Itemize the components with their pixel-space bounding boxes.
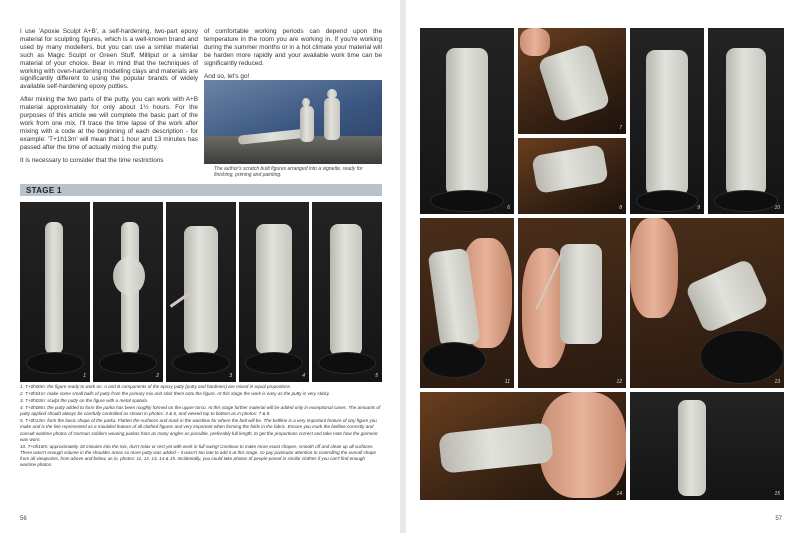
photo-number: 4 bbox=[302, 373, 305, 379]
paragraph-lets-go: And so, let's go! bbox=[204, 72, 250, 80]
step-10: 10. T+0h18m: approximately 18 minutes into the mix, don't relax or rest yet with work in full swing! Continue to make more exact shapes, smooth off and clean up all surfaces. There wasn't enough volume in the shoulder areas so more putty was added – it wasn't too late to add it at this stage, so pay particular attention to controlling the overall shape from all viewpoints, from above and below, as in, photos: 11, 12, 13, 14 & 15. Incidentally, you could take photos of people posed in similar clothes if you can't find enough wartime photos. bbox=[20, 443, 376, 468]
stage-photo-1 bbox=[20, 202, 90, 382]
photo-number: 11 bbox=[504, 379, 510, 385]
progress-photo-8 bbox=[518, 138, 626, 214]
page-number-right: 57 bbox=[775, 516, 782, 522]
text-column-2 bbox=[204, 28, 382, 85]
standing-figure-head bbox=[302, 98, 310, 107]
figure-base bbox=[245, 352, 303, 374]
figure-base bbox=[636, 190, 698, 212]
stage-photo-5 bbox=[312, 202, 382, 382]
figure-base bbox=[318, 352, 376, 374]
stage-title: STAGE 1 bbox=[26, 185, 62, 195]
vignette-ground bbox=[204, 136, 382, 164]
stage-photo-2 bbox=[93, 202, 163, 382]
progress-photo-13 bbox=[630, 218, 784, 388]
figure-top-view bbox=[537, 43, 611, 123]
finger bbox=[520, 28, 550, 56]
progress-photo-15 bbox=[630, 392, 784, 500]
figure-base bbox=[26, 352, 84, 374]
hand bbox=[630, 218, 678, 318]
photo-number: 5 bbox=[375, 373, 378, 379]
figure-held bbox=[560, 244, 602, 344]
walking-figure bbox=[324, 98, 340, 140]
vignette-caption: The author's scratch built figures arranged into a vignette, ready for finishing, priming and painting. bbox=[214, 166, 363, 178]
photo-number: 12 bbox=[616, 379, 622, 385]
figure-base bbox=[714, 190, 778, 212]
figure-base bbox=[430, 190, 504, 212]
putty-disc bbox=[113, 257, 145, 295]
progress-photo-6 bbox=[420, 28, 514, 214]
paragraph-restrictions: It is necessary to consider that the time restrictions bbox=[20, 156, 164, 164]
figure-parka-front bbox=[646, 50, 688, 196]
photo-number: 6 bbox=[507, 205, 510, 211]
page-number-left: 56 bbox=[20, 516, 27, 522]
progress-photo-14 bbox=[420, 392, 626, 500]
figure-sculpted-torso bbox=[184, 226, 218, 354]
figure-base bbox=[422, 342, 486, 378]
figure-held bbox=[438, 422, 554, 473]
figure-base bbox=[172, 352, 230, 374]
photo-number: 7 bbox=[619, 125, 622, 131]
hand bbox=[540, 392, 626, 498]
photo-number: 13 bbox=[774, 379, 780, 385]
photo-number: 8 bbox=[619, 205, 622, 211]
step-descriptions bbox=[20, 384, 382, 469]
right-page bbox=[406, 0, 800, 533]
photo-number: 10 bbox=[774, 205, 780, 211]
figure-base bbox=[99, 352, 157, 374]
figure-underside bbox=[531, 144, 609, 194]
photo-number: 14 bbox=[616, 491, 622, 497]
photo-number: 15 bbox=[774, 491, 780, 497]
progress-photo-9 bbox=[630, 28, 704, 214]
step-4: 4. T+0h08m: the putty added to form the parka has been roughly formed on the upper torso. At this stage further material will be added only in exceptional cases. The amounts of putty applied should always be carefully controlled as shown in photos: 3 & 6, and viewed top to bottom as in photos: 7 & 8. bbox=[20, 405, 381, 417]
figure-base bbox=[700, 330, 784, 384]
step-2: 2. T+0h01m: make some small balls of putty from the primary mix and stick them onto the figure. At this stage the work is easy as the putty is very sticky. bbox=[20, 391, 330, 396]
paragraph-temperature: of comfortable working periods can depend upon the temperature in the room you are working in. If you're working during the summer months or in a hot climate your material will be harden more rapidly and your available work time can be significantly reduced. bbox=[204, 28, 382, 67]
figure-armature bbox=[45, 222, 63, 354]
figure-parka bbox=[446, 48, 488, 196]
vignette-photo bbox=[204, 80, 382, 164]
photo-number: 9 bbox=[697, 205, 700, 211]
paragraph-mixing: After mixing the two parts of the putty, you can work with A+B material approximately for only about 1½ hours. For the purposes of this article we will complete the basic part of the work from one mix. I'll trace the time lapse of the work after mixing with a code at the beginning of each description - for example: 'T+1h13m' will mean that 1 hour and 13 minutes has passed after the time of actually mixing the putty. bbox=[20, 96, 198, 151]
standing-figure bbox=[300, 106, 314, 142]
stage-1-header bbox=[20, 184, 382, 196]
photo-number: 1 bbox=[83, 373, 86, 379]
figure-parka-back bbox=[678, 400, 706, 496]
stage-photo-3 bbox=[166, 202, 236, 382]
progress-photo-11 bbox=[420, 218, 514, 388]
progress-photo-12 bbox=[518, 218, 626, 388]
progress-photo-7 bbox=[518, 28, 626, 134]
figure-parka-side bbox=[726, 48, 766, 196]
figure-parka-shaped bbox=[330, 224, 362, 356]
photo-number: 2 bbox=[156, 373, 159, 379]
paragraph-intro: I use 'Apoxie Sculpt A+B', a self-hardening, two-part epoxy material for sculpting figures, which is a well-known brand and used by many modellers, but you can use a similar material such as Magic Sculpt or Green Stuff, Milliput or a similar material of your choice. Bear in mind that the techniques of working with oven-hardening modelling clays and materials are significantly different to using the popular brands of widely available self-hardening epoxy putties. bbox=[20, 28, 198, 91]
step-1: 1. T+0h00m: the figure ready to work on. A and B components of the epoxy putty (putty and hardener) are mixed in equal proportions. bbox=[20, 384, 292, 389]
walking-figure-head bbox=[327, 89, 337, 99]
step-3: 3. T+0h03m: sculpt the putty on the figure with a metal spatula. bbox=[20, 398, 149, 403]
text-column-1 bbox=[20, 28, 198, 170]
progress-photo-10 bbox=[708, 28, 784, 214]
figure-parka-rough bbox=[256, 224, 292, 354]
figure-held bbox=[684, 258, 769, 334]
photo-number: 3 bbox=[229, 373, 232, 379]
stage-photo-4 bbox=[239, 202, 309, 382]
step-5: 5. T+0h13m: form the basic shape of the parka. Flatten the surfaces and mark in the waistline for where the belt will be. The beltline is a very important feature of any figure you make and is the line represented as a moulded feature of all clothed figures and very important when forming the folds in the fabric. Ensure you mark the beltline correctly and consult wartime photos of German soldiers wearing parkas from as many angles as possible, preferably full length, to get the proportions correct and take note how the garment was worn. bbox=[20, 418, 378, 442]
